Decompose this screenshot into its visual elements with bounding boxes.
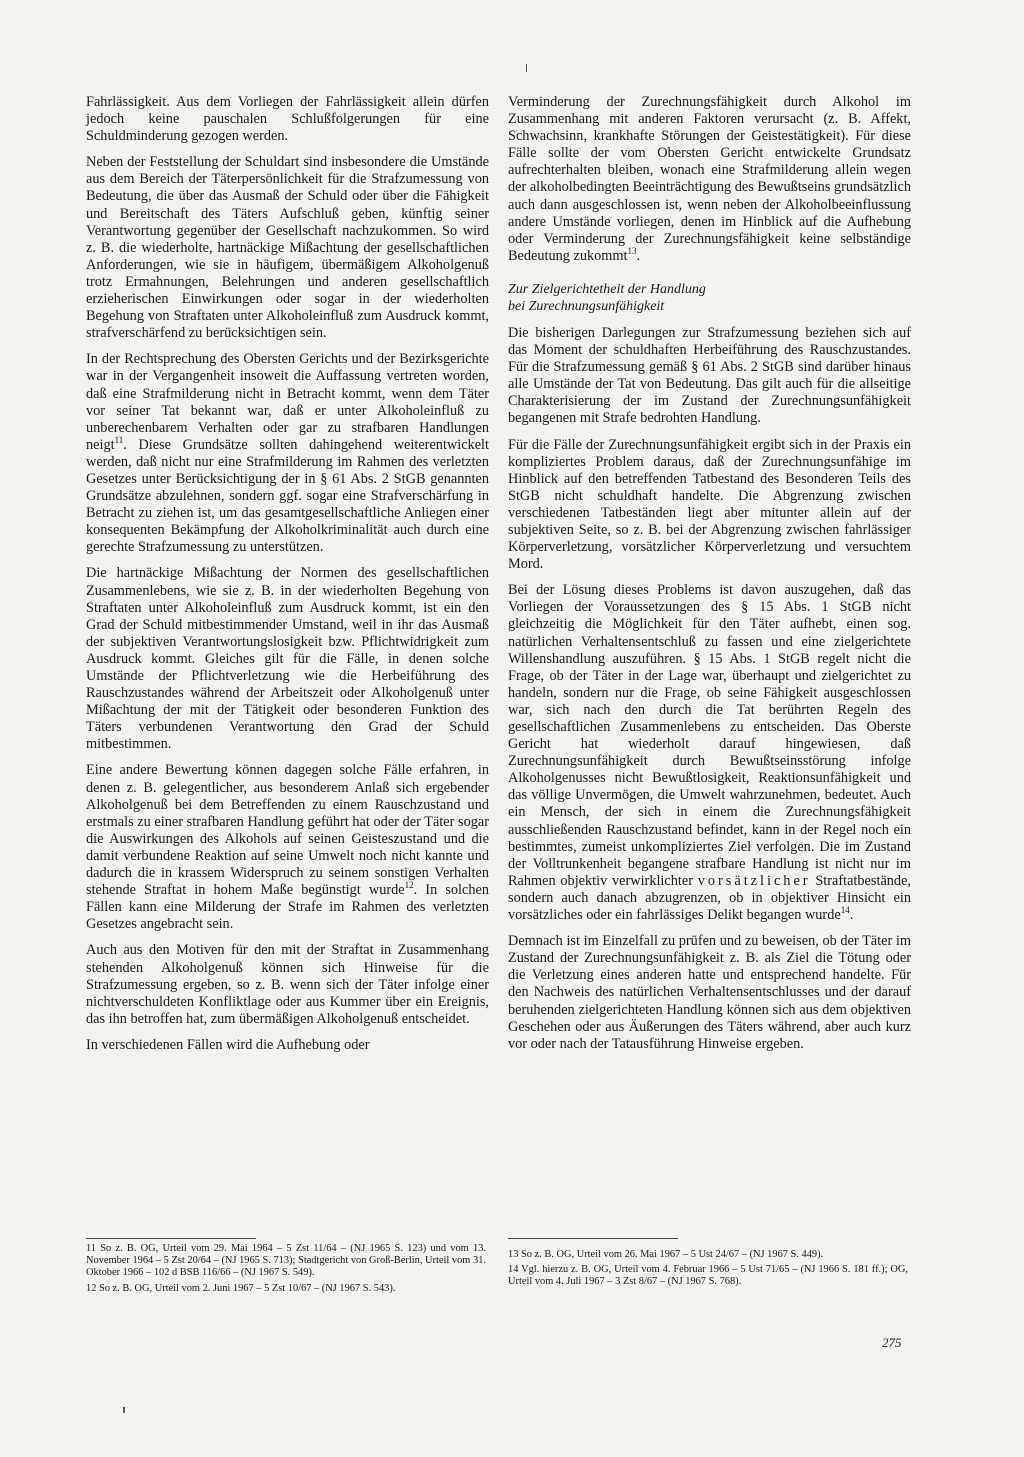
- footnote-reference: 14: [840, 905, 850, 916]
- scan-speck: [123, 1407, 125, 1413]
- footnote: 14 Vgl. hierzu z. B. OG, Urteil vom 4. Februar 1966 – 5 Ust 71/65 – (NJ 1966 S. 181 ff.); OG, Urteil vom 4. Juli 1967 – 3 Zst 8/67 – (NJ 1967 S. 768).: [508, 1264, 908, 1288]
- footnote: 12 So z. B. OG, Urteil vom 2. Juni 1967 – 5 Zst 10/67 – (NJ 1967 S. 543).: [86, 1282, 396, 1294]
- footnote-reference: 13: [627, 246, 637, 257]
- footnote-divider: [86, 1238, 256, 1239]
- paragraph-text: Eine andere Bewertung können dagegen solche Fälle erfahren, in denen z. B. gelegentlicher, aus besonderem Anlaß sich ergebender Alkoholgenuß bei dem Betreffenden zu einem Rauschzustand und erstmals zu einer strafbaren Handlung geführt hat oder der Täter sogar die Auswirkungen des Alkohols auf seinen Geisteszustand und die damit verbundene Reaktion auf seine Umwelt noch nicht kannte und dadurch die in krassem Widerspruch zu seinem sonstigen Verhalten stehende Straftat in hohem Maße begünstigt wurde: [86, 762, 489, 899]
- paragraph: Für die Fälle der Zurechnungsunfähigkeit ergibt sich in der Praxis ein kompliziertes Problem daraus, daß der Zurechnungsunfähige im Hinblick auf den betreffenden Tatbestand des Besonderen Teils des StGB nicht schuldhaft handelte. Die Abgrenzung zwischen verschiedenen Tatbeständen liegt aber mitunter allein auf der subjektiven Seite, so z. B. bei der Abgrenzung zwischen fahrlässiger Körperverletzung, vorsätzlicher Körperverletzung und versuchtem Mord.: [508, 436, 911, 573]
- paragraph-text: . In solchen Fällen kann eine Milderung der Strafe im Rahmen des verletzten Gesetzes angebracht sein.: [86, 882, 489, 933]
- paragraph: Demnach ist im Einzelfall zu prüfen und zu beweisen, ob der Täter im Zustand der Zurechnungsunfähigkeit z. B. als Ziel die Tötung oder die Verletzung eines anderen hatte und entsprechend handelte. Für den Nachweis des natürlichen Verhaltensentschlusses und der darauf beruhenden zielgerichteten Handlung können sich aus dem objektiven Geschehen oder aus Äußerungen des Täters während, aber auch kurz vor oder nach der Tatausführung Hinweise ergeben.: [508, 933, 911, 1052]
- paragraph-text: .: [636, 247, 641, 264]
- paragraph-text: Bei der Lösung dieses Problems ist davon auszugehen, daß das Vorliegen der Voraussetzungen des § 15 Abs. 1 StGB nicht gleichzeitig die Möglichkeit für den Täter aufhebt, einen sog. natürlichen Verhaltensentschluß zu fassen und eine zielgerichtete Willenshandlung auszuführen. § 15 Abs. 1 StGB regelt nicht die Frage, ob der Täter in der Lage war, überhaupt und zielgerichtet zu handeln, sondern nur die Frage, ob seine Fähigkeit ausgeschlossen war, sich nach den durch die Tat berührten Regeln des gesellschaftlichen Zusammenlebens zu entscheiden. Das Oberste Gericht hat wiederholt darauf hingewiesen, daß Zurechnungsunfähigkeit durch Bewußtseinsstörung infolge Alkoholgenusses nicht Bewußtlosigkeit, Reaktionsunfähigkeit und das völlige Unvermögen, die Umwelt wahrzunehmen, bedeutet. Auch ein Mensch, der sich in einem die Zurechnungsfähigkeit ausschließenden Rauschzustand befindet, kann in der Regel noch ein bestimmtes, zumeist unkompliziertes Ziel verfolgen. Die im Zustand der Volltrunkenheit begangene strafbare Handlung ist nicht nur im Rahmen objektiv verwirklichter: [508, 582, 911, 889]
- paragraph: In verschiedenen Fällen wird die Aufhebung oder: [86, 1036, 370, 1053]
- paragraph-text: . Diese Grundsätze sollten dahingehend weiterentwickelt werden, daß nicht nur eine Strafmilderung im Rahmen des verletzten Gesetzes unter Berücksichtigung der in § 61 Abs. 2 StGB genannten Grundsätze abzulehnen, sondern ggf. sogar eine Strafverschärfung in Betracht zu ziehen ist, um das gesamtgesellschaftliche Anliegen einer konsequenten Bekämpfung der Alkoholkriminalität auch durch eine gerechte Strafzumessung zu unterstützen.: [86, 436, 489, 556]
- scan-speck: [526, 64, 527, 72]
- paragraph: Neben der Feststellung der Schuldart sind insbesondere die Umstände aus dem Bereich der Täterpersönlichkeit für die Strafzumessung von Bedeutung, die über das Ausmaß der Schuld oder über die Fähigkeit und Bereitschaft des Täters Aufschluß geben, künftig seiner Verantwortung gegenüber der Gesellschaft nachzukommen. So wird z. B. die wiederholte, hartnäckige Mißachtung der gesellschaftlichen Anforderungen, wie sie in häufigem, übermäßigem Alkoholgenuß trotz Ermahnungen, Belehrungen und anderen gesellschaftlich erzieherischen Einwirkungen oder sogar in der wiederholten Begehung von Straftaten unter Alkoholeinfluß zum Ausdruck kommt, strafverschärfend zu berücksichtigen sein.: [86, 154, 489, 342]
- footnote-reference: 11: [114, 435, 124, 446]
- paragraph-text: In der Rechtsprechung des Obersten Gerichts und der Bezirksgerichte war in der Vergangenheit insoweit die Auffassung vertreten worden, daß eine Strafmilderung nicht in Betracht kommt, wenn dem Täter vor seiner Tat bekannt war, daß er unter Alkoholeinfluß zu unberechenbarem Verhalten oder gar zu strafbaren Handlungen neigt: [86, 351, 489, 453]
- paragraph-text: Verminderung der Zurechnungsfähigkeit durch Alkohol im Zusammenhang mit anderen Faktoren verursacht (z. B. Affekt, Schwachsinn, krankhafte Störungen der Geistestätigkeit). Für diese Fälle sollte der vom Obersten Gericht entwickelte Grundsatz aufrechterhalten bleiben, wonach eine Strafmilderung allein wegen der alkoholbedingten Beeinträchtigung des Bewußtseins grundsätzlich auch dann ausgeschlossen ist, wenn neben der Alkoholbeeinflussung andere Umstände vorliegen, denen im Hinblick auf die Aufhebung oder Verminderung der Zurechnungsfähigkeit keine selbständige Bedeutung zukommt: [508, 94, 911, 264]
- right-column: [508, 94, 911, 1062]
- paragraph: [86, 762, 489, 933]
- section-heading-line: bei Zurechnungsunfähigkeit: [508, 298, 665, 314]
- footnote-reference: 12: [404, 880, 414, 891]
- footnote-divider: [508, 1238, 678, 1239]
- left-column: [86, 94, 489, 1063]
- footnote: 13 So z. B. OG, Urteil vom 26. Mai 1967 – 5 Ust 24/67 – (NJ 1967 S. 449).: [508, 1249, 824, 1260]
- paragraph-text: Straftatbestände, sondern auch danach abzugrenzen, ob in objektiver Hinsicht ein vorsätzliches oder ein fahrlässiges Delikt begangen wurde: [508, 872, 912, 924]
- paragraph: [508, 582, 911, 924]
- footnotes-left: [86, 1243, 486, 1298]
- paragraph: Auch aus den Motiven für den mit der Straftat in Zusammenhang stehenden Alkoholgenuß können sich Hinweise für die Strafzumessung ergeben, so z. B. wenn sich der Täter infolge einer nichtverschuldeten Konfliktlage oder aus Kummer über ein Ereignis, das ihn betroffen hat, zum übermäßigen Alkoholgenuß entscheidet.: [86, 942, 489, 1027]
- section-heading-line: Zur Zielgerichtetheit der Handlung: [508, 281, 706, 297]
- paragraph: [86, 351, 489, 556]
- paragraph: Die hartnäckige Mißachtung der Normen des gesellschaftlichen Zusammenlebens, wie sie z. B. in der wiederholten Begehung von Straftaten unter Alkoholeinfluß zum Ausdruck kommt, ist ein den Grad der Schuld mitbestimmender Umstand, weil in ihr das Ausmaß der subjektiven Verantwortungslosigkeit bzw. Pflichtwidrigkeit zum Ausdruck kommt. Gleiches gilt für die Fälle, in denen solche Umstände der Pflichtverletzung wie die Herbeiführung des Rauschzustandes während der Arbeitszeit oder Alkoholgenuß unter Mißachtung der mit der Tätigkeit oder besonderen Funktion des Täters verbundenen Verantwortung den Grad der Schuld mitbestimmen.: [86, 565, 489, 753]
- paragraph: [508, 94, 911, 265]
- footnotes-right: [508, 1249, 908, 1292]
- section-heading: [508, 281, 911, 315]
- paragraph: Die bisherigen Darlegungen zur Strafzumessung beziehen sich auf das Moment der schuldhaften Herbeiführung des Rauschzustandes. Für die Strafzumessung gemäß § 61 Abs. 2 StGB sind darüber hinaus alle Umstände der Tat von Bedeutung. Das gilt auch für die allseitige Charakterisierung der im Zustand der Zurechnungsunfähigkeit begangenen mit Strafe bedrohten Handlung.: [508, 324, 911, 427]
- footnote: 11 So z. B. OG, Urteil vom 29. Mai 1964 – 5 Zst 11/64 – (NJ 1965 S. 123) und vom 13. November 1964 – 5 Zst 20/64 – (NJ 1965 S. 713); Stadtgericht von Groß-Berlin, Urteil vom 31. Oktober 1966 – 102 d BSB 116/66 – (NJ 1967 S. 549).: [86, 1243, 486, 1279]
- paragraph: Fahrlässigkeit. Aus dem Vorliegen der Fahrlässigkeit allein dürfen jedoch keine pauschalen Schlußfolgerungen für eine Schuldminderung gezogen werden.: [86, 94, 489, 145]
- spaced-emphasis: vorsätzlicher: [697, 872, 811, 889]
- page-number: 275: [882, 1335, 902, 1350]
- paragraph-text: .: [849, 907, 854, 924]
